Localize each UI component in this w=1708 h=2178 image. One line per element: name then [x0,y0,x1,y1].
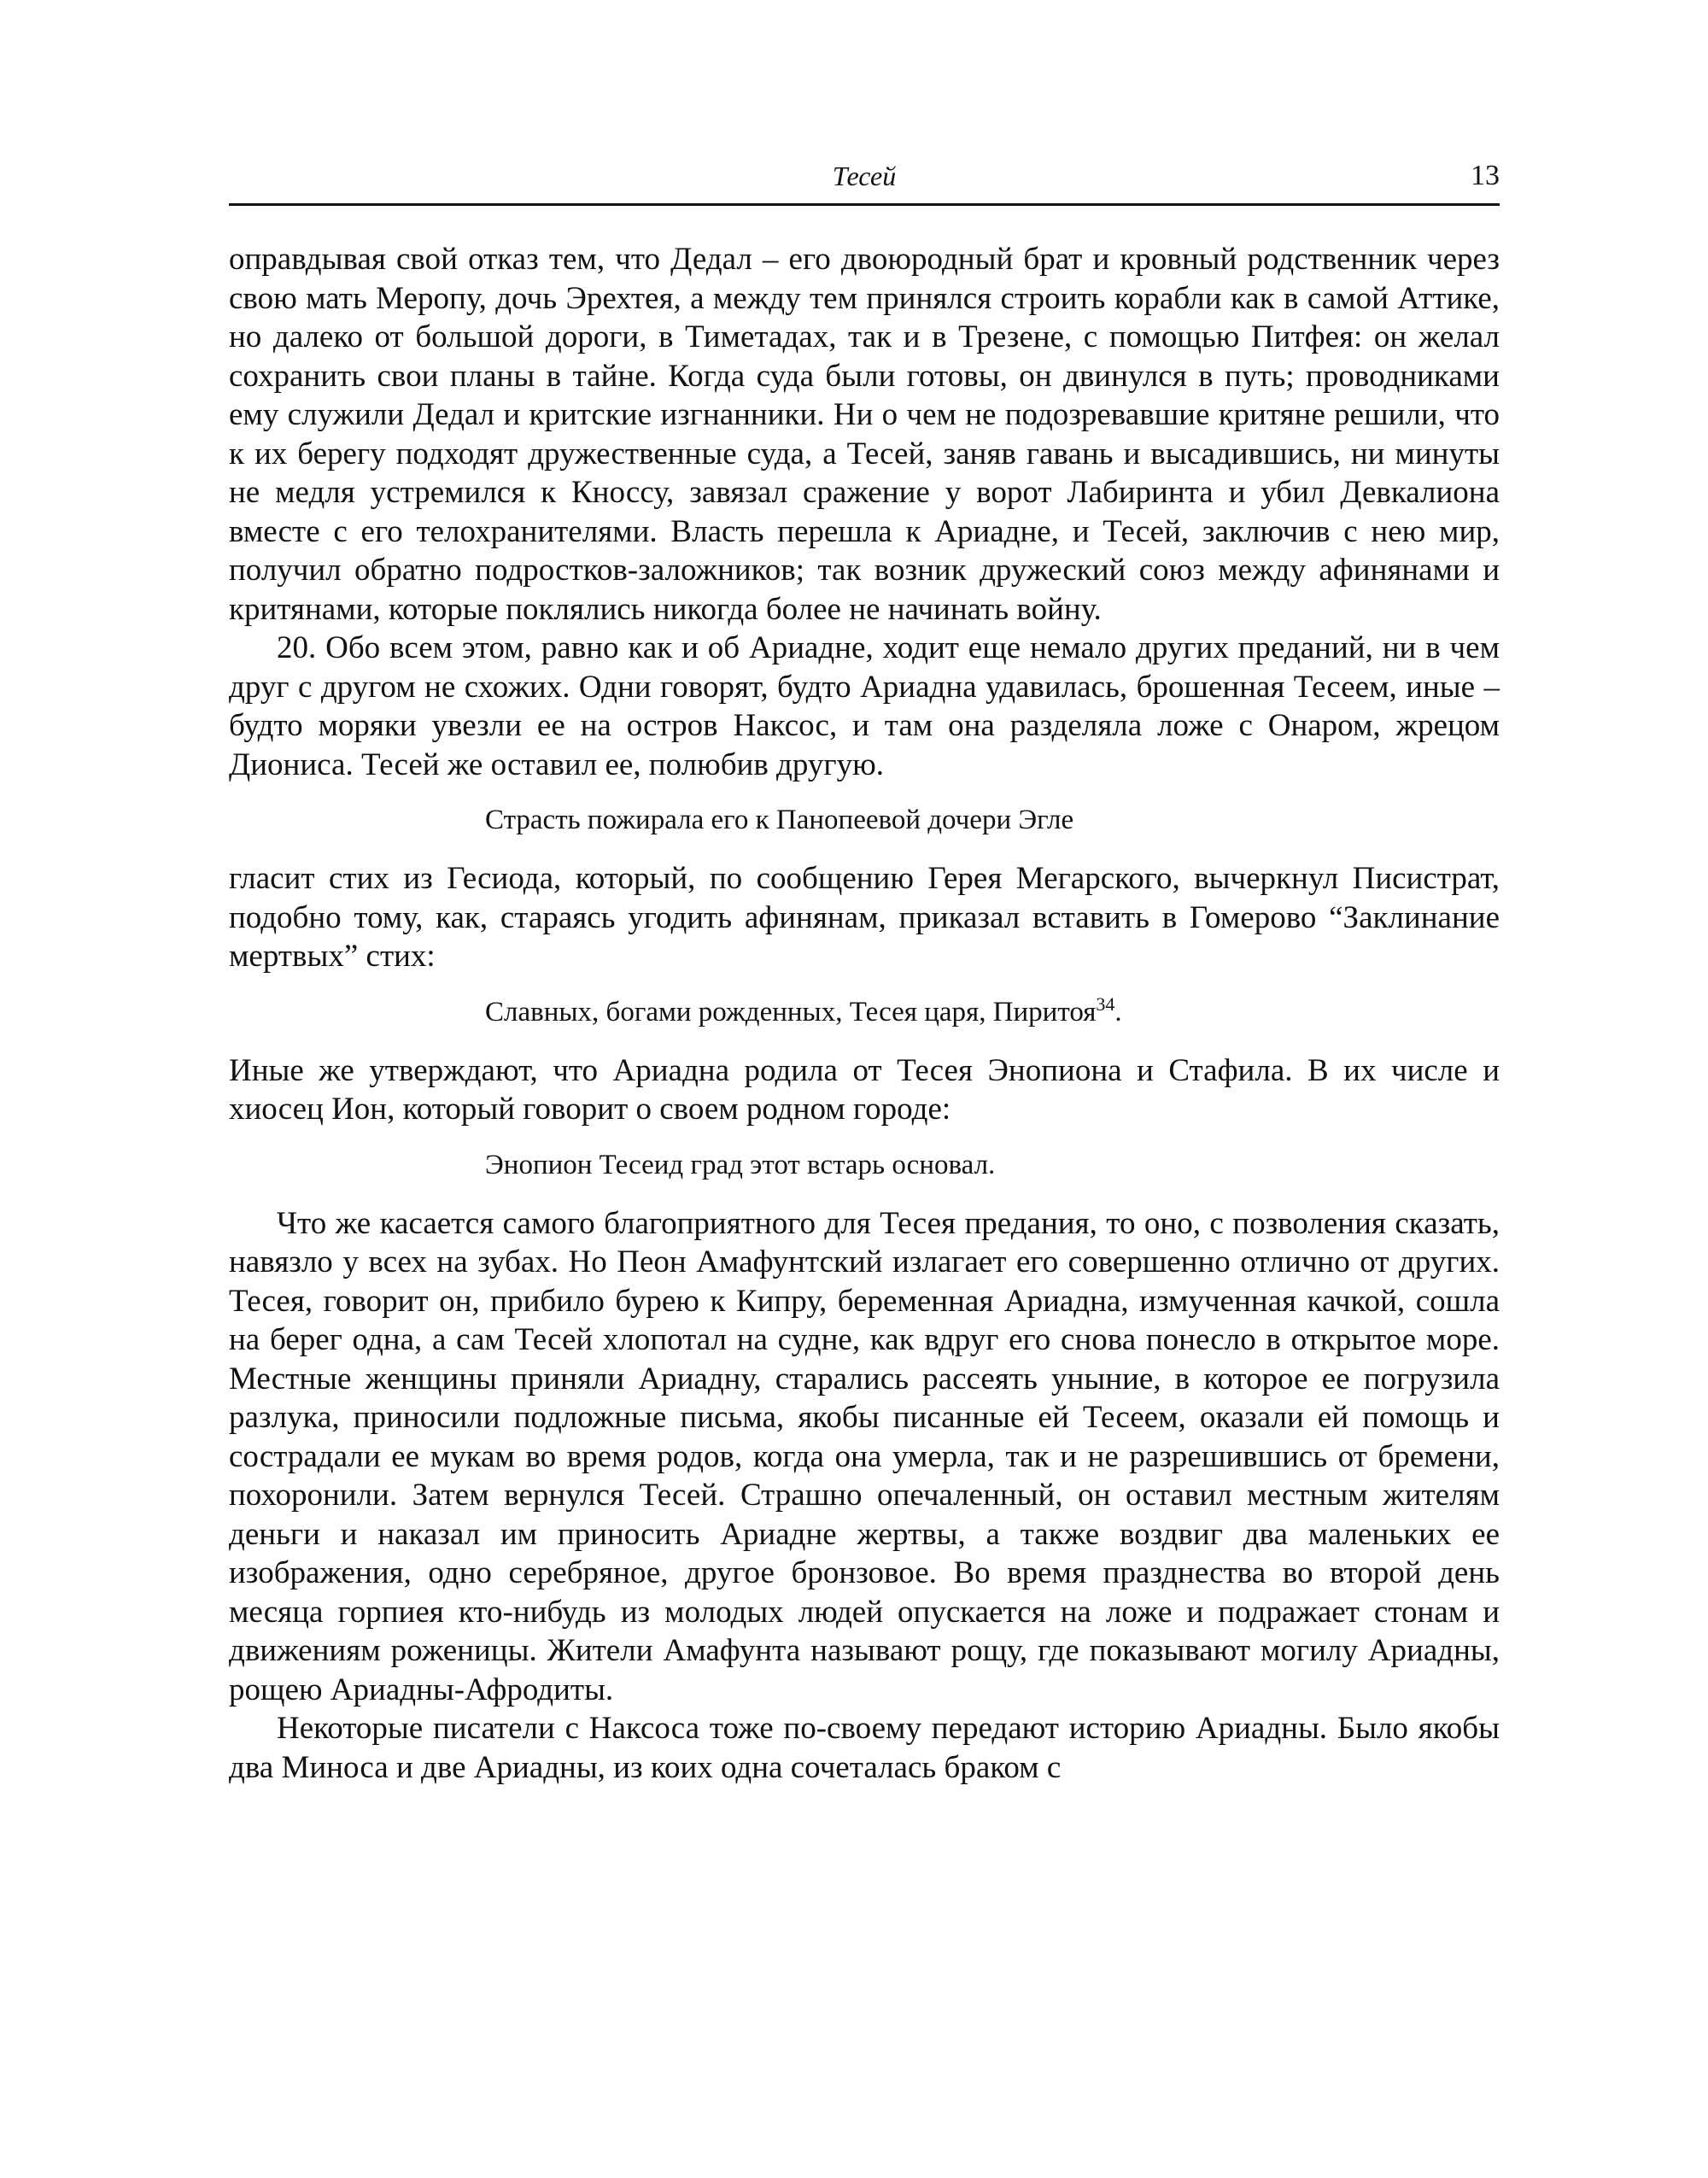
footnote-marker[interactable]: 34 [1096,992,1115,1015]
page-body [229,240,1500,1787]
running-header [229,159,1500,206]
page-number: 13 [1471,160,1500,191]
running-title: Тесей [832,161,897,191]
verse-quote-ion: Энопион Тесеид град этот встарь основал. [485,1149,996,1180]
paragraph-paeon: Что же касается самого благоприятного для Тесея предания, то оно, с позволения сказать, навязло у всех на зубах. Но Пеон Амафунтский излагает его совершенно отлично от других. Тесея, говорит он, прибило бурею к Кипру, беременная Ариадна, измученная качкой, сошла на берег одна, а сам Тесей хлопотал на судне, как вдруг его снова понесло в открытое море. Местные женщины приняли Ариадну, старались рассеять уныние, в которое ее погрузила разлука, приносили подложные письма, якобы писанные ей Тесеем, оказали ей помощь и сострадали ее мукам во время родов, когда она умерла, так и не разрешившись от бремени, похоронили. Затем вернулся Тесей. Страшно опечаленный, он оставил местным жителям деньги и наказал им приносить Ариадне жертвы, а также воздвиг два маленьких ее изображения, одно серебряное, другое бронзовое. Во время празднества во второй день месяца горпиея кто-нибудь из молодых людей опускается на ложе и подражает стонам и движениям роженицы. Жители Амафунта называют рощу, где показывают могилу Ариадны, рощею Ариадны-Афродиты. [229,1205,1500,1707]
paragraph-chapter-20: 20. Обо всем этом, равно как и об Ариадне, ходит еще немало других преданий, ни в чем друг с другом не схожих. Одни говорят, будто Ариадна удавилась, брошенная Тесеем, иные – будто моряки увезли ее на остров Наксос, и там она разделяла ложе с Онаром, жрецом Диониса. Тесей же оставил ее, полюбив другую. [229,630,1500,782]
paragraph-oenopion: Иные же утверждают, что Ариадна родила от Тесея Энопиона и Стафила. В их числе и хиосец Ион, который говорит о своем родном городе: [229,1052,1500,1127]
verse-quote-hesiod: Страсть пожирала его к Панопеевой дочери Эгле [485,805,1074,835]
verse-homer-period: . [1114,996,1122,1028]
verse-homer-text: Славных, богами рожденных, Тесея царя, Пиритоя [485,996,1097,1028]
verse-quote-homer [229,992,1500,1029]
paragraph-continuation: оправдывая свой отказ тем, что Дедал – его двоюродный брат и кровный родственник через свою мать Меропу, дочь Эрехтея, а между тем принялся строить корабли как в самой Аттике, но далеко от большой дороги, в Тиметадах, так и в Трезене, с помощью Питфея: он желал сохранить свои планы в тайне. Когда суда были готовы, он двинулся в путь; проводниками ему служили Дедал и критские изгнанники. Ни о чем не подозревавшие критяне решили, что к их берегу подходят дружественные суда, а Тесей, заняв гавань и высадившись, ни минуты не медля устремился к Кноссу, завязал сражение у ворот Лабиринта и убил Девкалиона вместе с его телохранителями. Власть перешла к Ариадне, и Тесей, заключив с нею мир, получил обратно подростков-заложников; так возник дружеский союз между афинянами и критянами, которые поклялись никогда более не начинать войну. [229,242,1500,627]
book-page [229,159,1500,1787]
paragraph-naxos: Некоторые писатели с Наксоса тоже по-своему передают историю Ариадны. Было якобы два Миноса и две Ариадны, из коих одна сочеталась браком с [229,1711,1500,1785]
paragraph-hesiod-comment: гласит стих из Гесиода, который, по сообщению Герея Мегарского, вычеркнул Писистрат, подобно тому, как, стараясь угодить афинянам, приказал вставить в Гомерово “Заклинание мертвых” стих: [229,861,1500,974]
